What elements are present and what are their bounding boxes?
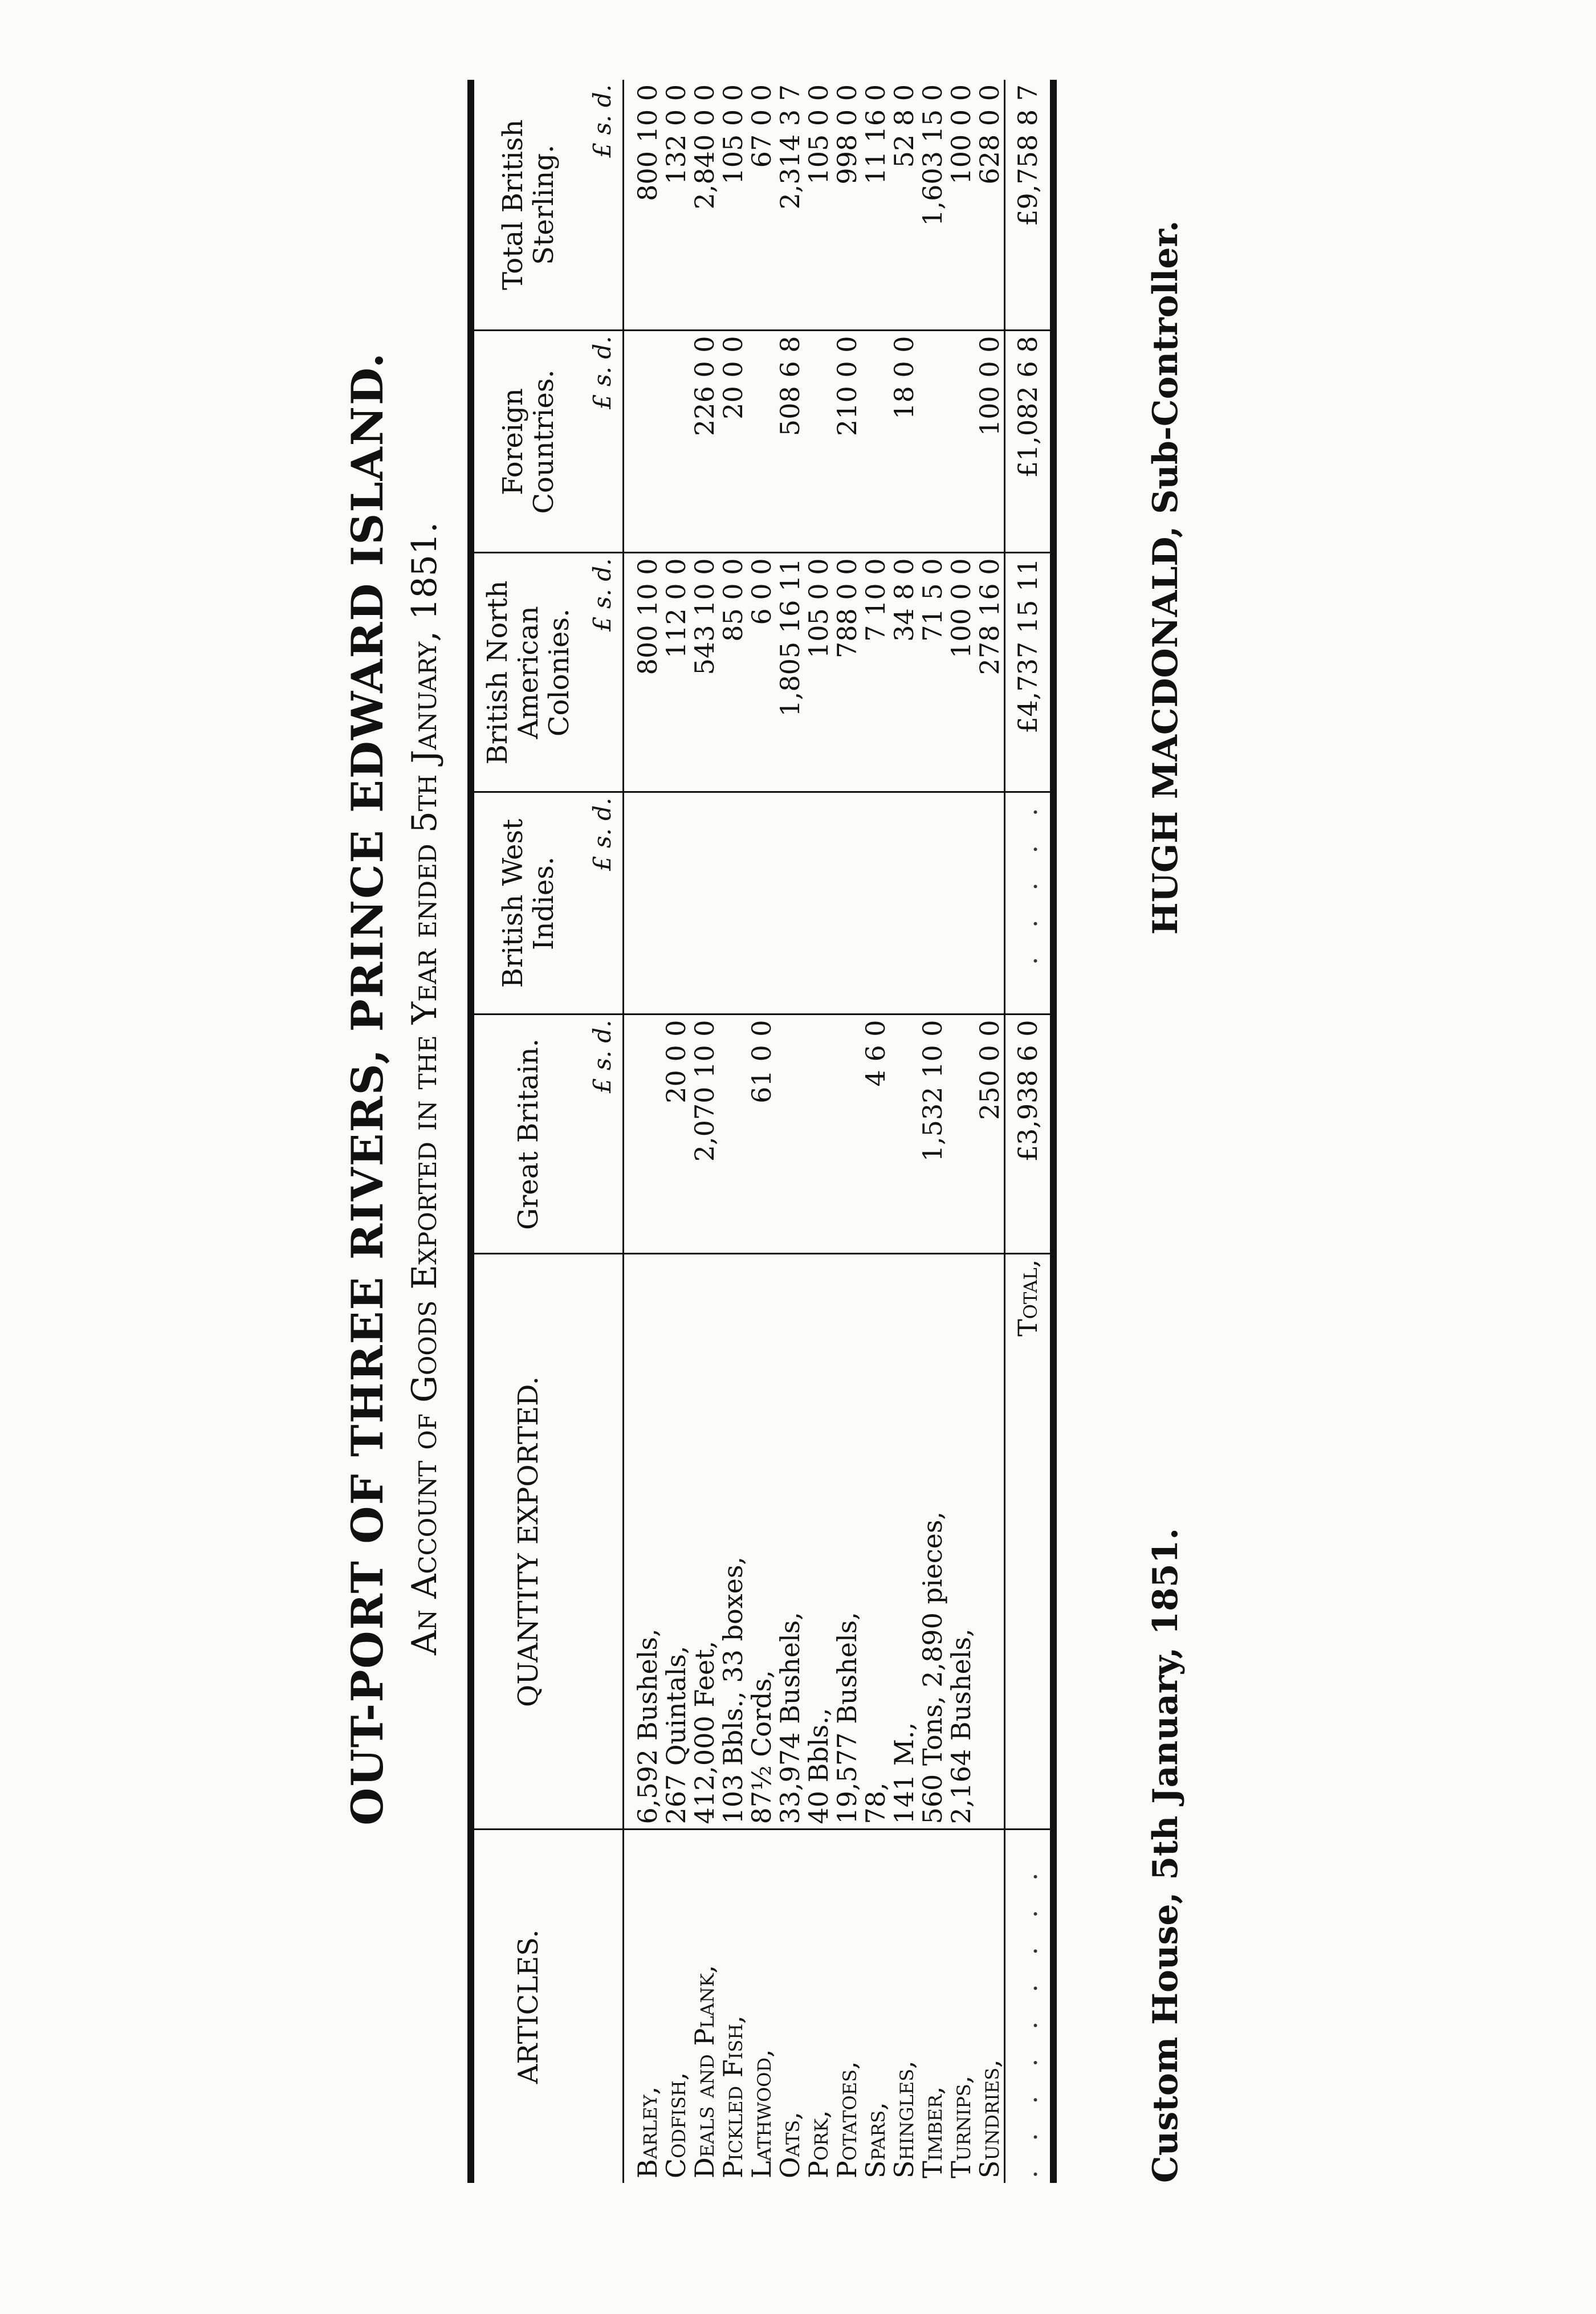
foreign-cell [947, 331, 975, 553]
page-title: OUT-PORT OF THREE RIVERS, PRINCE EDWARD ISLAND. [342, 352, 393, 1826]
british-west-indies-cell [690, 792, 719, 1015]
foreign-cell: 210 0 0 [833, 331, 861, 553]
total-row [1005, 80, 1054, 2183]
great-britain-cell: 2,070 10 0 [690, 1015, 719, 1254]
great-britain-cell [833, 1015, 861, 1254]
british-north-american-cell: 100 0 0 [947, 553, 975, 792]
units-cell: £ s. d. [583, 80, 624, 331]
total-label: Total, [1005, 1254, 1054, 1830]
exports-table-wrap [467, 80, 1057, 2183]
table-row [662, 80, 690, 2183]
units-cell: £ s. d. [583, 331, 624, 553]
quantity-cell: 2,164 Bushels, [947, 1254, 975, 1830]
table-header-row [474, 80, 583, 2183]
british-west-indies-cell [804, 792, 833, 1015]
article-cell: Deals and Plank, [689, 1965, 720, 2178]
col-header-articles: ARTICLES. [512, 1929, 544, 2084]
units-cell: £ s. d. [583, 1015, 624, 1254]
total-british-west-indies: . . . . . [1005, 792, 1054, 1015]
british-north-american-cell: 1,805 16 11 [776, 553, 804, 792]
british-north-american-cell: 7 10 0 [861, 553, 890, 792]
great-britain-cell [776, 1015, 804, 1254]
article-cell: Timber, [917, 2086, 948, 2178]
article-cell: Oats, [775, 2112, 805, 2178]
quantity-cell: 267 Quintals, [662, 1254, 690, 1830]
article-cell: Pickled Fish, [718, 2015, 748, 2178]
units-cell-blank [583, 1830, 624, 2183]
total-cell: 2,840 0 0 [690, 80, 719, 331]
total-dots: . . . . . . . . . [1005, 1830, 1054, 2183]
units-cell-blank [583, 1254, 624, 1830]
article-cell: Codfish, [661, 2072, 691, 2178]
col-header-great-britain: Great Britain. [474, 1015, 583, 1254]
exports-table [474, 80, 1057, 2183]
british-west-indies-cell [776, 792, 804, 1015]
british-north-american-cell: 71 5 0 [918, 553, 947, 792]
great-britain-cell [624, 1015, 662, 1254]
british-west-indies-cell [890, 792, 918, 1015]
table-row [975, 80, 1005, 2183]
article-cell: Shingles, [889, 2060, 919, 2178]
total-cell: 105 0 0 [804, 80, 833, 331]
table-row [719, 80, 747, 2183]
quantity-cell: 19,577 Bushels, [833, 1254, 861, 1830]
foreign-cell: 508 6 8 [776, 331, 804, 553]
great-britain-cell [719, 1015, 747, 1254]
col-header-total: Total British Sterling. [474, 80, 583, 331]
total-cell: 100 0 0 [947, 80, 975, 331]
foreign-cell: 226 0 0 [690, 331, 719, 553]
british-west-indies-cell [975, 792, 1005, 1015]
total-total: £9,758 8 7 [1005, 80, 1054, 331]
col-header-quantity: QUANTITY EXPORTED. [474, 1254, 583, 1830]
british-north-american-cell: 6 0 0 [747, 553, 776, 792]
british-west-indies-cell [861, 792, 890, 1015]
british-west-indies-cell [624, 792, 662, 1015]
table-row [890, 80, 918, 2183]
article-cell: Sundries, [974, 2059, 1005, 2178]
table-row [747, 80, 776, 2183]
table-row [918, 80, 947, 2183]
total-cell: 11 16 0 [861, 80, 890, 331]
units-row [583, 80, 624, 2183]
article-cell: Pork, [803, 2110, 834, 2178]
units-cell: £ s. d. [583, 792, 624, 1015]
quantity-cell: 560 Tons, 2,890 pieces, [918, 1254, 947, 1830]
total-cell: 105 0 0 [719, 80, 747, 331]
great-britain-cell: 61 0 0 [747, 1015, 776, 1254]
british-north-american-cell: 800 10 0 [624, 553, 662, 792]
total-cell: 132 0 0 [662, 80, 690, 331]
table-body [624, 80, 1005, 2183]
british-west-indies-cell [833, 792, 861, 1015]
foreign-cell [918, 331, 947, 553]
great-britain-cell: 4 6 0 [861, 1015, 890, 1254]
british-west-indies-cell [947, 792, 975, 1015]
table-row [947, 80, 975, 2183]
total-cell: 52 8 0 [890, 80, 918, 331]
total-cell: 800 10 0 [624, 80, 662, 331]
quantity-cell: 87½ Cords, [747, 1254, 776, 1830]
great-britain-cell: 250 0 0 [975, 1015, 1005, 1254]
british-west-indies-cell [918, 792, 947, 1015]
footer-signature: HUGH MACDONALD, Sub-Controller. [1146, 220, 1186, 935]
footer-custom-house: Custom House, 5th January, 1851. [1146, 1527, 1186, 2183]
great-britain-cell [947, 1015, 975, 1254]
british-north-american-cell: 34 8 0 [890, 553, 918, 792]
foreign-cell [804, 331, 833, 553]
foreign-cell: 100 0 0 [975, 331, 1005, 553]
quantity-cell: 103 Bbls., 33 boxes, [719, 1254, 747, 1830]
british-west-indies-cell [662, 792, 690, 1015]
quantity-cell: 78, [861, 1254, 890, 1830]
article-cell: Turnips, [946, 2075, 976, 2178]
total-british-north-american: £4,737 15 11 [1005, 553, 1054, 792]
foreign-cell: 20 0 0 [719, 331, 747, 553]
article-cell: Potatoes, [832, 2061, 862, 2178]
total-cell: 2,314 3 7 [776, 80, 804, 331]
british-north-american-cell: 105 0 0 [804, 553, 833, 792]
foreign-cell [624, 331, 662, 553]
foreign-cell [861, 331, 890, 553]
british-north-american-cell: 543 10 0 [690, 553, 719, 792]
quantity-cell: 6,592 Bushels, [624, 1254, 662, 1830]
table-row [861, 80, 890, 2183]
british-north-american-cell: 85 0 0 [719, 553, 747, 792]
british-north-american-cell: 788 0 0 [833, 553, 861, 792]
article-cell: Spars, [860, 2102, 891, 2178]
british-west-indies-cell [747, 792, 776, 1015]
foreign-cell [747, 331, 776, 553]
quantity-cell: 40 Bbls., [804, 1254, 833, 1830]
total-cell: 1,603 15 0 [918, 80, 947, 331]
units-cell: £ s. d. [583, 553, 624, 792]
quantity-cell [975, 1254, 1005, 1830]
table-row [624, 80, 662, 2183]
great-britain-cell [804, 1015, 833, 1254]
table-row [833, 80, 861, 2183]
page-subtitle: An Account of Goods Exported in the Year ended 5th January, 1851. [405, 522, 445, 1656]
total-cell: 998 0 0 [833, 80, 861, 331]
total-cell: 67 0 0 [747, 80, 776, 331]
british-west-indies-cell [719, 792, 747, 1015]
article-cell: Lathwood, [746, 2049, 777, 2178]
article-cell: Barley, [632, 2086, 663, 2178]
quantity-cell: 412,000 Feet, [690, 1254, 719, 1830]
great-britain-cell: 20 0 0 [662, 1015, 690, 1254]
table-row [804, 80, 833, 2183]
table-row [776, 80, 804, 2183]
table-top-rule [467, 80, 474, 2183]
total-great-britain: £3,938 6 0 [1005, 1015, 1054, 1254]
british-north-american-cell: 112 0 0 [662, 553, 690, 792]
quantity-cell: 33,974 Bushels, [776, 1254, 804, 1830]
col-header-british-north-american: British North American Colonies. [474, 553, 583, 792]
col-header-british-west-indies: British West Indies. [474, 792, 583, 1015]
col-header-foreign: Foreign Countries. [474, 331, 583, 553]
british-north-american-cell: 278 16 0 [975, 553, 1005, 792]
great-britain-cell [890, 1015, 918, 1254]
table-row [690, 80, 719, 2183]
foreign-cell [662, 331, 690, 553]
total-cell: 628 0 0 [975, 80, 1005, 331]
great-britain-cell: 1,532 10 0 [918, 1015, 947, 1254]
quantity-cell: 141 M., [890, 1254, 918, 1830]
foreign-cell: 18 0 0 [890, 331, 918, 553]
total-foreign: £1,082 6 8 [1005, 331, 1054, 553]
